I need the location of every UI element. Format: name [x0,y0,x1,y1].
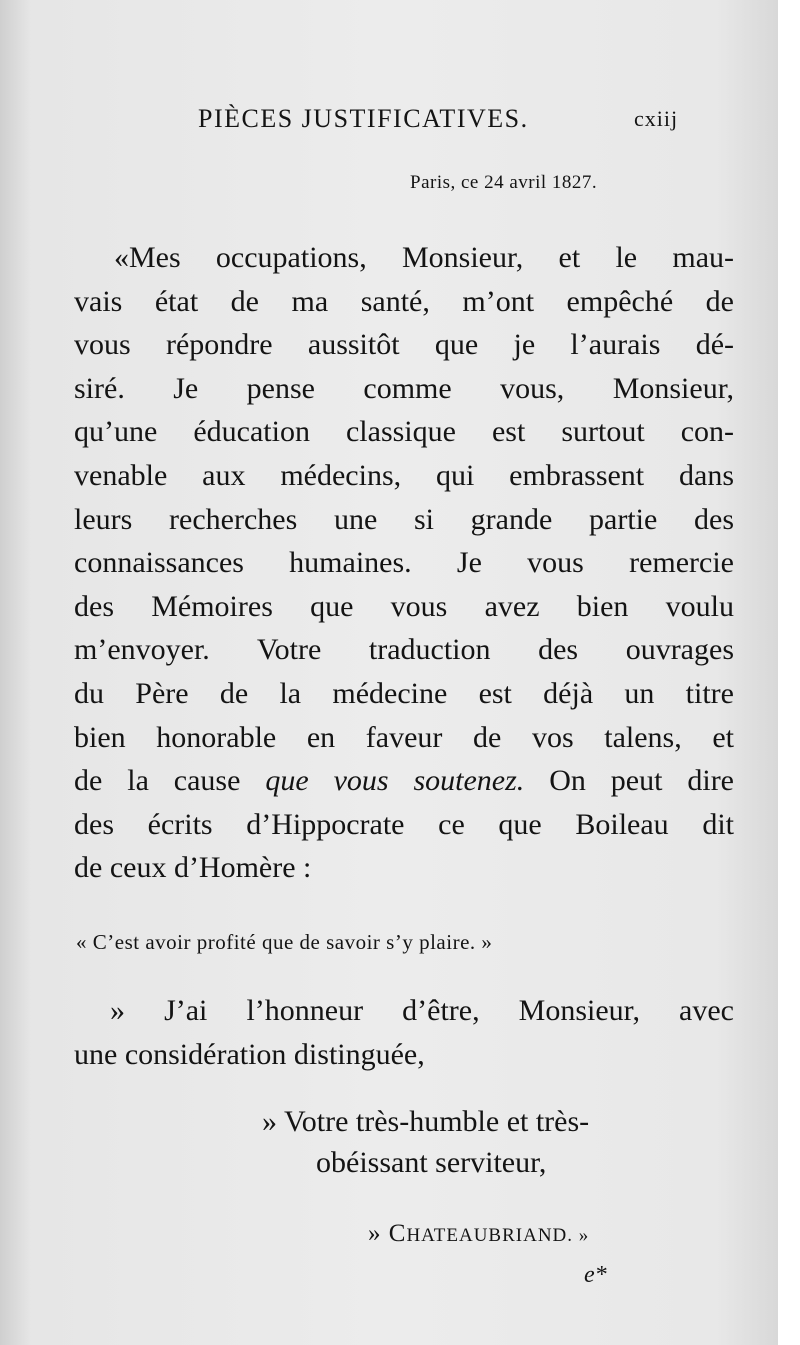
text-line: qu’une éducation classique est surtout con- [74,415,734,449]
text-line: leurs recherches une si grande partie des [74,502,734,536]
text-line: venable aux médecins, qui embrassent dans [74,458,734,492]
letter-body [74,236,734,890]
text-line: connaissances humaines. Je vous remercie [74,546,734,580]
text-line: «Mes occupations, Monsieur, et le mau- [114,241,734,274]
text-line: des écrits d’Hippocrate ce que Boileau dit [74,807,734,841]
text-line: m’envoyer. Votre traduction des ouvrages [74,633,734,667]
signoff-line: obéissant serviteur, [316,1146,547,1179]
text-segment: On peut dire [524,764,734,798]
text-line: siré. Je pense comme vous, Monsieur, [74,371,734,405]
letter-signature [368,1220,589,1248]
signature-initial: » C [368,1220,407,1247]
page-edge [778,0,800,1345]
page-header [0,104,778,140]
boileau-quote: « C’est avoir profité que de savoir s’y plaire. » [76,930,493,954]
text-line: des Mémoires que vous avez bien voulu [74,589,734,623]
text-line: une considération distinguée, [74,1037,425,1071]
text-segment: de la cause [74,764,266,798]
text-line-with-italic [74,759,734,803]
letter-closing [74,990,734,1077]
running-head: PIÈCES JUSTIFICATIVES. [198,104,529,133]
italic-phrase: que vous soutenez. [265,764,525,798]
text-line: de ceux d’Homère : [74,851,312,885]
text-line: du Père de la médecine est déjà un titre [74,676,734,710]
letter-signoff [262,1101,589,1183]
text-line: vais état de ma santé, m’ont empêché de [74,284,734,318]
letter-dateline: Paris, ce 24 avril 1827. [410,172,598,193]
text-line: » J’ai l’honneur d’être, Monsieur, avec [110,994,734,1027]
text-line: vous répondre aussitôt que je l’aurais dé- [74,328,734,362]
signature-mark: e* [584,1262,607,1288]
signature-name: HATEAUBRIAND. » [406,1225,590,1246]
page-number: cxiij [634,106,679,131]
text-line: bien honorable en faveur de vos talens, et [74,720,734,754]
signoff-line: » Votre très-humble et très- [262,1105,590,1138]
